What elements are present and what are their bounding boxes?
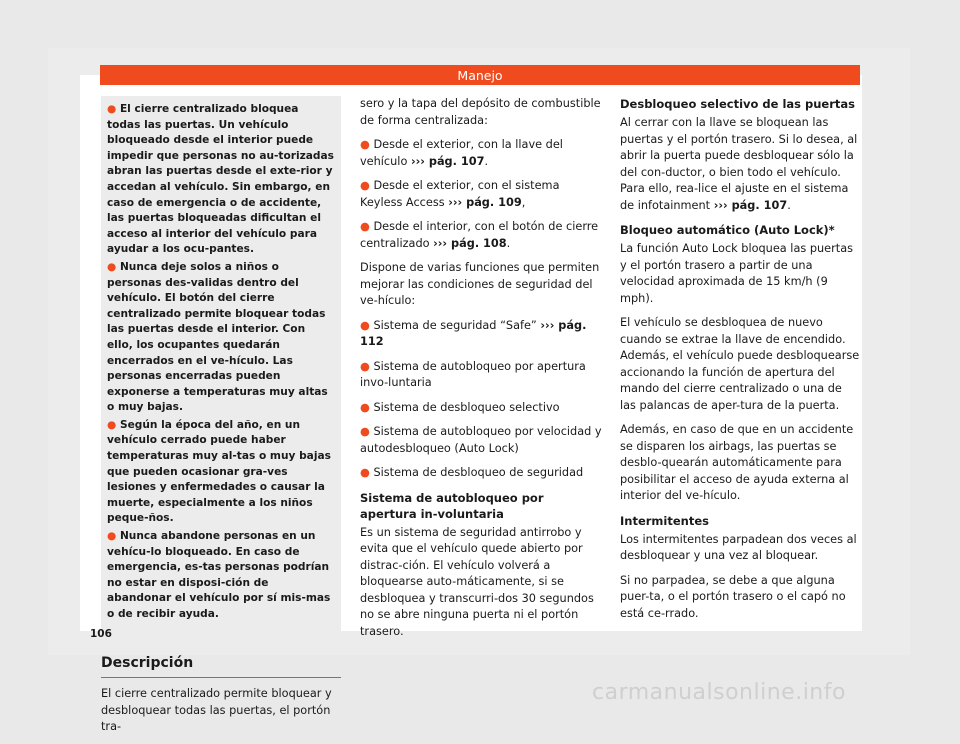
antirrobo-heading: Sistema de autobloqueo por apertura in-voluntaria xyxy=(360,490,544,521)
warning-item: ● El cierre centralizado bloquea todas las puertas. Un vehículo bloqueado desde el interior puede impedir que personas no au-torizadas abran las puertas desde el exte-rior y accedan al vehículo. Sin embargo, en caso de emergencia o de accidente, las puertas bloqueadas dificultan el acceso al interior del vehículo para ayudar a los ocu-pantes. xyxy=(107,103,334,256)
bullet-icon: ● xyxy=(360,400,374,414)
intermitentes-text-1: Los intermitentes parpadean dos veces al desbloquear y una vez al bloquear. xyxy=(620,532,857,562)
bullet-icon: ● xyxy=(360,359,374,373)
watermark-text: carmanualsonline.info xyxy=(592,680,846,705)
bullet-icon: ● xyxy=(360,425,374,438)
functions-intro: Dispone de varias funciones que permiten mejorar las condiciones de seguridad del ve-hículo: xyxy=(360,261,600,307)
warning-item: ● Según la época del año, en un vehículo cerrado puede haber temperaturas muy al-tas o muy bajas que pueden ocasionar gra-ves lesiones y enfermedades o causar la muerte, especialmente a los niños peque-ños. xyxy=(107,418,331,525)
selectivo-heading: Desbloqueo selectivo de las puertas xyxy=(620,97,856,111)
list-item: ● Desde el exterior, con la llave del vehículo ››› pág. 107. xyxy=(360,138,563,168)
warning-item: ● Nunca deje solos a niños o personas des-validas dentro del vehículo. El botón del cierre centralizado permite bloquear todas las puertas desde el interior. Con ello, los ocupantes quedarán encerrados en el ve-hículo. Las personas encerradas pueden exponerse a temperaturas muy altas o muy bajas. xyxy=(107,260,328,414)
column-middle xyxy=(360,96,602,648)
column-right xyxy=(620,96,860,630)
page-reference-link[interactable]: ››› pág. 109 xyxy=(448,195,522,209)
bullet-icon: ● xyxy=(107,530,120,543)
page-reference-link[interactable]: ››› pág. 108 xyxy=(433,236,507,250)
autolock-text-1: La función Auto Lock bloquea las puertas y el portón trasero a partir de una velocidad aproximada de 15 km/h (9 mph). xyxy=(620,242,854,305)
list-item: ● Desde el exterior, con el sistema Keyless Access ››› pág. 109, xyxy=(360,179,560,209)
section-title: Manejo xyxy=(457,67,503,83)
intermitentes-heading: Intermitentes xyxy=(620,513,709,528)
bullet-icon: ● xyxy=(360,318,374,332)
list-item: ● Sistema de desbloqueo selectivo xyxy=(360,400,560,414)
bullet-icon: ● xyxy=(107,103,120,115)
bullet-icon: ● xyxy=(107,418,120,431)
autolock-heading: Bloqueo automático (Auto Lock)* xyxy=(620,223,835,237)
bullet-icon: ● xyxy=(360,138,374,151)
autolock-text-3: Además, en caso de que en un accidente se disparen los airbags, las puertas se desblo-quearán automáticamente para posibilitar el acceso de ayuda externa al interior del ve-hículo. xyxy=(620,423,854,502)
page-reference-link[interactable]: ››› pág. 107 xyxy=(713,198,788,212)
bullet-icon: ● xyxy=(107,260,120,273)
page-reference-link[interactable]: ››› pág. 112 xyxy=(360,318,587,348)
list-item: ● Desde el interior, con el botón de cierre centralizado ››› pág. 108. xyxy=(360,220,599,250)
list-item: ● Sistema de desbloqueo de seguridad xyxy=(360,466,584,479)
intermitentes-text-2: Si no parpadea, se debe a que alguna puer-ta, o el portón trasero o el capó no está ce-rrado. xyxy=(620,573,846,620)
antirrobo-text: Es un sistema de seguridad antirrobo y evita que el vehículo quede abierto por distrac-ción. El vehículo volverá a bloquearse auto-máticamente, si se desbloquea y transcurri-dos 30 segundos no se abre ninguna puerta ni el portón trasero. xyxy=(360,525,594,638)
bullet-icon: ● xyxy=(360,466,374,479)
page-reference-link[interactable]: ››› pág. 107 xyxy=(410,154,485,168)
warning-item: ● Nunca abandone personas en un vehícu-lo bloqueado. En caso de emergencia, es-tas personas podrían no estar en disposi-ción de abandonar el vehículo por sí mis-mas o de recibir ayuda. xyxy=(107,530,331,620)
section-header xyxy=(100,65,860,85)
autolock-text-2: El vehículo se desbloquea de nuevo cuando se extrae la llave de encendido. Además, el vehículo puede desbloquearse accionando la función de apertura del mando del cierre centralizado o una de las palancas de aper-tura de la puerta. xyxy=(620,316,860,412)
column-left xyxy=(101,96,341,744)
list-item: ● Sistema de autobloqueo por apertura invo-luntaria xyxy=(360,359,586,389)
descripcion-intro: El cierre centralizado permite bloquear y desbloquear todas las puertas, el portón tra- xyxy=(101,687,332,734)
descripcion-heading: Descripción xyxy=(101,655,341,679)
page-number: 106 xyxy=(90,628,112,640)
warning-box xyxy=(101,96,341,631)
intro-continuation: sero y la tapa del depósito de combustible de forma centralizada: xyxy=(360,97,601,127)
list-item: ● Sistema de autobloqueo por velocidad y autodesbloqueo (Auto Lock) xyxy=(360,425,602,455)
list-item: ● Sistema de seguridad “Safe” ››› pág. 112 xyxy=(360,318,587,348)
bullet-icon: ● xyxy=(360,220,374,233)
selectivo-text: Al cerrar con la llave se bloquean las puertas y el portón trasero. Si lo desea, al abrir la puerta puede desbloquear sólo la del con-ductor, o bien todo el vehículo. Para ello, rea-lice el ajuste en el sistema de infotainment ››› pág. 107. xyxy=(620,116,858,212)
bullet-icon: ● xyxy=(360,179,374,192)
